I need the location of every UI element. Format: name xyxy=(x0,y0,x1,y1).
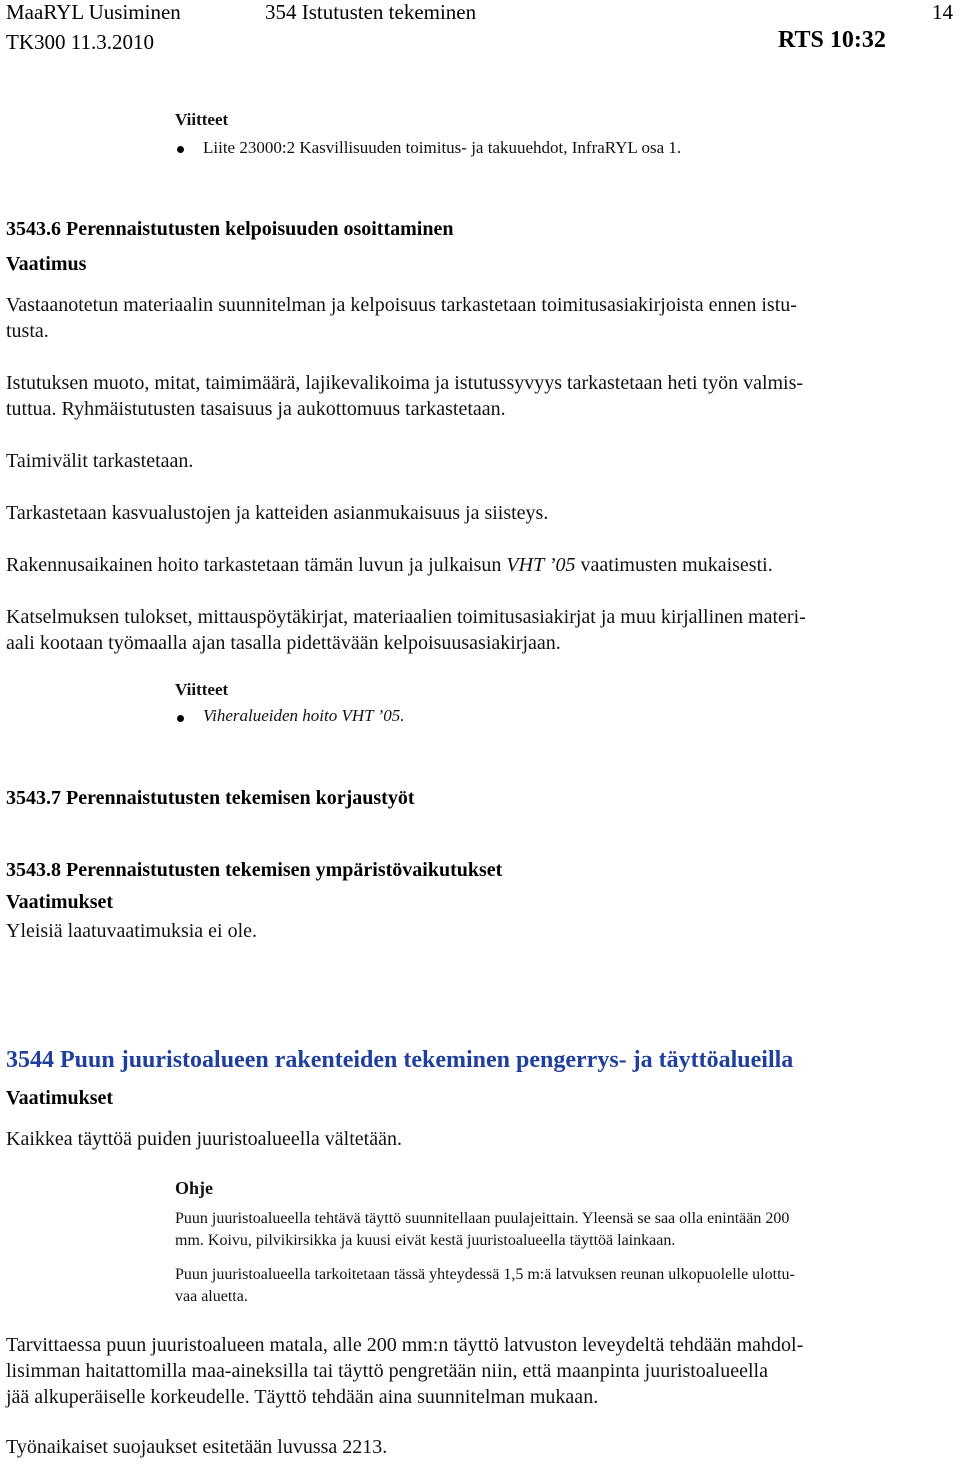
guidance-title: Ohje xyxy=(175,1178,213,1198)
guidance-line: vaa aluetta. xyxy=(175,1288,248,1305)
paragraph-line: jää alkuperäiselle korkeudelle. Täyttö tehdään aina suunnitelman mukaan. xyxy=(6,1386,599,1408)
paragraph-line: Istutuksen muoto, mitat, taimimäärä, lajikevalikoima ja istutussyvyys tarkastetaan heti työn valmis- xyxy=(6,372,804,394)
guidance-line: Puun juuristoalueella tarkoitetaan tässä yhteydessä 1,5 m:ä latvuksen reunan ulkopuolelle ulottu- xyxy=(175,1266,795,1283)
guidance-line: mm. Koivu, pilvikirsikka ja kuusi eivät kestä juuristoalueella täyttöä lainkaan. xyxy=(175,1232,676,1249)
paragraph-line: Tarvittaessa puun juuristoalueen matala, alle 200 mm:n täyttö latvuston leveydeltä tehdään mahdol- xyxy=(6,1334,804,1356)
section-heading-3544: 3544 Puun juuristoalueen rakenteiden tekeminen pengerrys- ja täyttöalueilla xyxy=(6,1047,794,1073)
paragraph: Taimivälit tarkastetaan. xyxy=(6,450,194,472)
requirements-label: Vaatimukset xyxy=(6,891,114,913)
header-chapter-title: 354 Istutusten tekeminen xyxy=(265,0,477,24)
reference-item: Liite 23000:2 Kasvillisuuden toimitus- ja takuuehdot, InfraRYL osa 1. xyxy=(203,138,682,157)
paragraph-text: Rakennusaikainen hoito tarkastetaan tämän luvun ja julkaisun xyxy=(6,554,507,576)
reference-item: Viheralueiden hoito VHT ’05. xyxy=(203,706,405,725)
section-heading-3543-8: 3543.8 Perennaistutusten tekemisen ympäristövaikutukset xyxy=(6,859,503,881)
references-title: Viitteet xyxy=(175,680,229,699)
requirements-label: Vaatimukset xyxy=(6,1087,114,1109)
bullet-icon xyxy=(177,146,184,153)
paragraph: Kaikkea täyttöä puiden juuristoalueella vältetään. xyxy=(6,1128,402,1150)
bullet-icon xyxy=(177,715,184,722)
paragraph-line: tuttua. Ryhmäistutusten tasaisuus ja aukottomuus tarkastetaan. xyxy=(6,398,506,420)
paragraph: Yleisiä laatuvaatimuksia ei ole. xyxy=(6,920,258,942)
paragraph-line: lisimman haitattomilla maa-aineksilla tai täyttö pengretään niin, että maanpinta juuristoalueella xyxy=(6,1360,768,1382)
header-page-number: 14 xyxy=(932,0,953,24)
header-doc-name: MaaRYL Uusiminen xyxy=(6,0,181,24)
paragraph-vht xyxy=(6,552,773,578)
section-heading-3543-6: 3543.6 Perennaistutusten kelpoisuuden osoittaminen xyxy=(6,218,454,240)
header-doc-date: TK300 11.3.2010 xyxy=(6,30,154,54)
publication-name: VHT ’05 xyxy=(506,554,576,576)
paragraph-text: vaatimusten mukaisesti. xyxy=(575,554,773,576)
guidance-line: Puun juuristoalueella tehtävä täyttö suunnitellaan puulajeittain. Yleensä se saa olla enintään 200 xyxy=(175,1210,790,1227)
paragraph: Työnaikaiset suojaukset esitetään luvussa 2213. xyxy=(6,1436,388,1458)
paragraph-line: tusta. xyxy=(6,320,49,342)
header-code: RTS 10:32 xyxy=(778,27,886,53)
section-heading-3543-7: 3543.7 Perennaistutusten tekemisen korjaustyöt xyxy=(6,787,415,809)
requirement-label: Vaatimus xyxy=(6,253,87,275)
paragraph-line: Katselmuksen tulokset, mittauspöytäkirjat, materiaalien toimitusasiakirjat ja muu kirjallinen materi- xyxy=(6,606,806,628)
paragraph-line: Vastaanotetun materiaalin suunnitelman ja kelpoisuus tarkastetaan toimitusasiakirjoista ennen istu- xyxy=(6,294,797,316)
paragraph: Tarkastetaan kasvualustojen ja katteiden asianmukaisuus ja siisteys. xyxy=(6,502,549,524)
paragraph-line: aali kootaan työmaalla ajan tasalla pidettävään kelpoisuusasiakirjaan. xyxy=(6,632,561,654)
references-title: Viitteet xyxy=(175,110,229,129)
